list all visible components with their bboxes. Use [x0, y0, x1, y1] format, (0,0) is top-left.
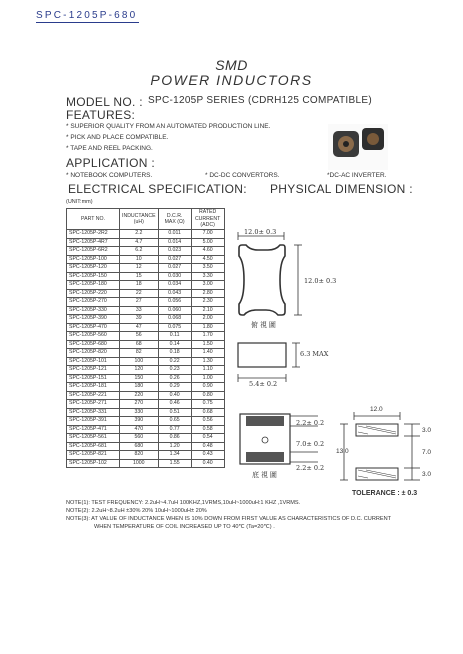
- part-number-cell: SPC-1205P-102: [67, 459, 120, 468]
- electrical-spec-heading: ELECTRICAL SPECIFICATION:: [68, 182, 247, 196]
- inductance-cell: 180: [120, 383, 159, 392]
- inductance-cell: 33: [120, 306, 159, 315]
- land-top-label: 12.0: [370, 406, 383, 413]
- part-number-cell: SPC-1205P-680: [67, 340, 120, 349]
- model-value: SPC-1205P SERIES (CDRH125 COMPATIBLE): [148, 95, 372, 106]
- document-code: SPC-1205P-680: [36, 10, 138, 21]
- land-total-label: 13.0: [336, 448, 349, 455]
- current-cell: 1.30: [191, 357, 224, 366]
- dcr-cell: 0.030: [158, 272, 191, 281]
- feature-item: * TAPE AND REEL PACKING.: [66, 145, 153, 152]
- current-cell: 5.00: [191, 238, 224, 247]
- side-height-label: 6.3 MAX: [300, 350, 329, 358]
- current-cell: 0.90: [191, 383, 224, 392]
- top-width-label: 12.0± 0.3: [244, 228, 277, 236]
- part-number-cell: SPC-1205P-270: [67, 298, 120, 307]
- dcr-cell: 0.26: [158, 374, 191, 383]
- current-cell: 0.75: [191, 400, 224, 409]
- part-number-cell: SPC-1205P-180: [67, 281, 120, 290]
- part-number-cell: SPC-1205P-471: [67, 425, 120, 434]
- dcr-cell: 0.056: [158, 298, 191, 307]
- features-heading: FEATURES:: [66, 108, 136, 122]
- current-cell: 0.48: [191, 442, 224, 451]
- inductance-cell: 22: [120, 289, 159, 298]
- inductance-cell: 39: [120, 315, 159, 324]
- bottom-dim-1: 2.2± 0.2: [296, 419, 325, 427]
- dcr-cell: 0.46: [158, 400, 191, 409]
- current-cell: 3.00: [191, 281, 224, 290]
- dcr-cell: 0.14: [158, 340, 191, 349]
- inductance-cell: 330: [120, 408, 159, 417]
- inductance-cell: 47: [120, 323, 159, 332]
- dcr-cell: 0.86: [158, 434, 191, 443]
- inductance-cell: 120: [120, 366, 159, 375]
- inductance-cell: 470: [120, 425, 159, 434]
- inductance-cell: 820: [120, 451, 159, 460]
- application-item: * NOTEBOOK COMPUTERS.: [66, 172, 153, 179]
- land-pattern: [340, 412, 420, 480]
- inductance-cell: 15: [120, 272, 159, 281]
- current-cell: 1.10: [191, 366, 224, 375]
- part-number-cell: SPC-1205P-820: [67, 349, 120, 358]
- side-width-label: 5.4± 0.2: [249, 380, 278, 388]
- current-cell: 7.00: [191, 230, 224, 239]
- dcr-cell: 0.060: [158, 306, 191, 315]
- current-cell: 0.68: [191, 408, 224, 417]
- land-b-label: 7.0: [422, 449, 432, 456]
- inductance-cell: 6.2: [120, 247, 159, 256]
- col-header-dcr: D.C.R. MAX (Ω): [158, 209, 191, 230]
- dcr-cell: 0.043: [158, 289, 191, 298]
- part-number-cell: SPC-1205P-821: [67, 451, 120, 460]
- model-label: MODEL NO. :: [66, 95, 143, 109]
- application-heading: APPLICATION :: [66, 156, 156, 170]
- bottom-dim-2: 7.0± 0.2: [296, 440, 325, 448]
- dcr-cell: 0.65: [158, 417, 191, 426]
- dcr-cell: 0.11: [158, 332, 191, 341]
- land-c-label: 3.0: [422, 471, 432, 478]
- inductance-cell: 1000: [120, 459, 159, 468]
- land-a-label: 3.0: [422, 427, 432, 434]
- tolerance-label: TOLERANCE : ± 0.3: [352, 490, 418, 497]
- inductance-cell: 27: [120, 298, 159, 307]
- inductance-cell: 2.2: [120, 230, 159, 239]
- part-number-cell: SPC-1205P-151: [67, 374, 120, 383]
- note-1: NOTE(1): TEST FREQUENCY: 2.2uH~4.7uH 100KHZ,1VRMS,10uH~1000uH:1 KHZ ,1VRMS.: [66, 500, 301, 506]
- part-number-cell: SPC-1205P-4R7: [67, 238, 120, 247]
- part-number-cell: SPC-1205P-331: [67, 408, 120, 417]
- top-view: [238, 232, 302, 315]
- dcr-cell: 0.027: [158, 255, 191, 264]
- dcr-cell: 0.77: [158, 425, 191, 434]
- part-number-cell: SPC-1205P-101: [67, 357, 120, 366]
- dcr-cell: 0.014: [158, 238, 191, 247]
- physical-dimension-heading: PHYSICAL DIMENSION :: [270, 182, 413, 196]
- unit-label: (UNIT:mm): [66, 199, 93, 205]
- note-2: NOTE(2): 2.2uH~8.2uH ±30% 20% 10uH~1000uH± 20%: [66, 508, 207, 514]
- current-cell: 2.10: [191, 306, 224, 315]
- dcr-cell: 0.29: [158, 383, 191, 392]
- part-number-cell: SPC-1205P-6R2: [67, 247, 120, 256]
- inductance-cell: 12: [120, 264, 159, 273]
- part-number-cell: SPC-1205P-220: [67, 289, 120, 298]
- part-number-cell: SPC-1205P-221: [67, 391, 120, 400]
- part-number-cell: SPC-1205P-120: [67, 264, 120, 273]
- current-cell: 2.30: [191, 298, 224, 307]
- part-number-cell: SPC-1205P-2R2: [67, 230, 120, 239]
- current-cell: 0.80: [191, 391, 224, 400]
- dcr-cell: 0.51: [158, 408, 191, 417]
- inductance-cell: 220: [120, 391, 159, 400]
- part-number-cell: SPC-1205P-100: [67, 255, 120, 264]
- part-number-cell: SPC-1205P-391: [67, 417, 120, 426]
- dcr-cell: 0.18: [158, 349, 191, 358]
- inductance-cell: 150: [120, 374, 159, 383]
- current-cell: 0.40: [191, 459, 224, 468]
- dcr-cell: 0.034: [158, 281, 191, 290]
- dcr-cell: 0.023: [158, 247, 191, 256]
- current-cell: 1.50: [191, 340, 224, 349]
- current-cell: 0.58: [191, 425, 224, 434]
- current-cell: 1.80: [191, 323, 224, 332]
- current-cell: 1.40: [191, 349, 224, 358]
- inductance-cell: 10: [120, 255, 159, 264]
- inductance-cell: 560: [120, 434, 159, 443]
- part-number-cell: SPC-1205P-560: [67, 332, 120, 341]
- feature-item: * SUPERIOR QUALITY FROM AN AUTOMATED PRODUCTION LINE.: [66, 123, 271, 130]
- dcr-cell: 1.55: [158, 459, 191, 468]
- part-number-cell: SPC-1205P-181: [67, 383, 120, 392]
- title-smd: SMD: [215, 57, 248, 73]
- part-number-cell: SPC-1205P-561: [67, 434, 120, 443]
- dcr-cell: 0.40: [158, 391, 191, 400]
- current-cell: 1.00: [191, 374, 224, 383]
- note-3: NOTE(3): AT VALUE OF INDUCTANCE WHEN IS 10% DOWN FROM FIRST VALUE AS CHARACTERISTICS OF D.C. CURRENT: [66, 516, 392, 522]
- current-cell: 0.54: [191, 434, 224, 443]
- application-item: * DC-DC CONVERTORS.: [205, 172, 280, 179]
- current-cell: 3.30: [191, 272, 224, 281]
- dcr-cell: 0.027: [158, 264, 191, 273]
- col-header-current: RATED CURRENT (ADC): [191, 209, 224, 230]
- bottom-dim-3: 2.2± 0.2: [296, 464, 325, 472]
- part-number-cell: SPC-1205P-121: [67, 366, 120, 375]
- inductance-cell: 68: [120, 340, 159, 349]
- feature-item: * PICK AND PLACE COMPATIBLE.: [66, 134, 169, 141]
- current-cell: 1.70: [191, 332, 224, 341]
- col-header-inductance: INDUCTANCE (uH): [120, 209, 159, 230]
- part-number-cell: SPC-1205P-470: [67, 323, 120, 332]
- inductance-cell: 100: [120, 357, 159, 366]
- dcr-cell: 0.23: [158, 366, 191, 375]
- current-cell: 4.50: [191, 255, 224, 264]
- current-cell: 3.50: [191, 264, 224, 273]
- dcr-cell: 0.011: [158, 230, 191, 239]
- part-number-cell: SPC-1205P-390: [67, 315, 120, 324]
- part-number-cell: SPC-1205P-150: [67, 272, 120, 281]
- dcr-cell: 1.34: [158, 451, 191, 460]
- dcr-cell: 0.22: [158, 357, 191, 366]
- current-cell: 4.60: [191, 247, 224, 256]
- current-cell: 0.56: [191, 417, 224, 426]
- inductance-cell: 270: [120, 400, 159, 409]
- inductor-photo: [328, 124, 388, 170]
- current-cell: 2.80: [191, 289, 224, 298]
- top-height-label: 12.0± 0.3: [304, 277, 337, 285]
- part-number-cell: SPC-1205P-271: [67, 400, 120, 409]
- side-view: [238, 343, 300, 382]
- inductance-cell: 390: [120, 417, 159, 426]
- application-item: *DC-AC INVERTER.: [327, 172, 387, 179]
- inductance-cell: 680: [120, 442, 159, 451]
- top-view-caption: 俯 視 圖: [251, 322, 276, 329]
- bottom-view-caption: 底 視 圖: [252, 472, 277, 479]
- dcr-cell: 1.20: [158, 442, 191, 451]
- dcr-cell: 0.075: [158, 323, 191, 332]
- part-number-cell: SPC-1205P-330: [67, 306, 120, 315]
- col-header-part: PART NO.: [67, 209, 120, 230]
- inductance-cell: 4.7: [120, 238, 159, 247]
- current-cell: 2.00: [191, 315, 224, 324]
- title-power-inductors: POWER INDUCTORS: [150, 72, 313, 88]
- current-cell: 0.43: [191, 451, 224, 460]
- inductance-cell: 18: [120, 281, 159, 290]
- inductance-cell: 56: [120, 332, 159, 341]
- part-number-cell: SPC-1205P-681: [67, 442, 120, 451]
- dcr-cell: 0.068: [158, 315, 191, 324]
- note-3-continued: WHEN TEMPERATURE OF COIL INCREASED UP TO 40℃ (Ta=20℃) .: [94, 524, 275, 530]
- inductance-cell: 82: [120, 349, 159, 358]
